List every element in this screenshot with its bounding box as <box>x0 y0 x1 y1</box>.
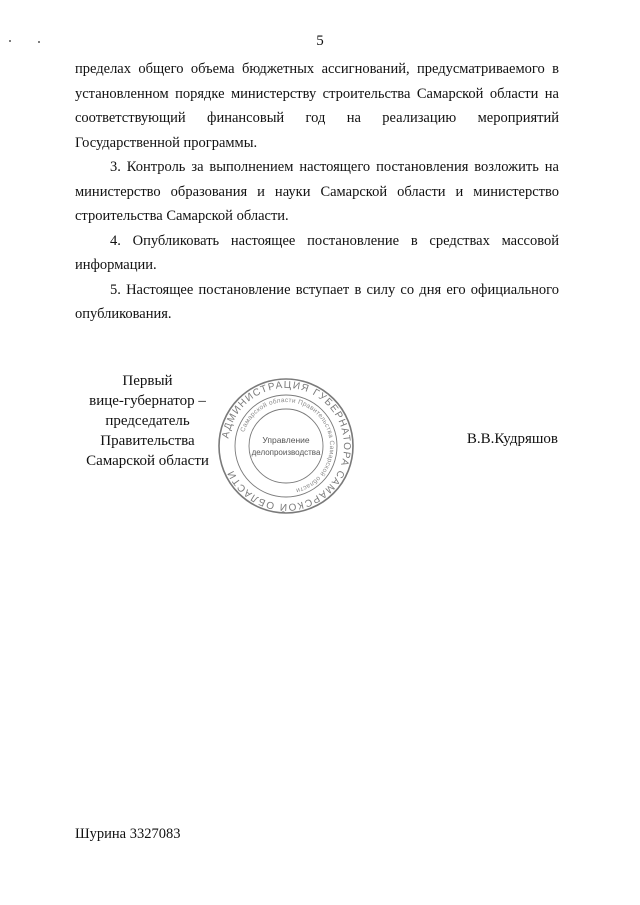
svg-text:Самарской области Правительств <box>239 397 335 494</box>
seal-outer-text: АДМИНИСТРАЦИЯ ГУБЕРНАТОРА САМАРСКОЙ ОБЛАСТИ <box>220 379 353 513</box>
scan-speck <box>38 41 40 43</box>
executor-note: Шурина 3327083 <box>75 826 181 842</box>
signatory-name: В.В.Кудряшов <box>466 431 558 447</box>
signatory-title-line: Самарской области <box>86 453 209 469</box>
paragraph-item-3: 3. Контроль за выполнением настоящего постановления возложить на министерство образования и науки Самарской области и министерство строительства Самарской области. <box>75 159 559 224</box>
seal-center-line1: Управление <box>262 435 310 445</box>
scan-speck <box>9 40 11 42</box>
seal-inner-text: Самарской области Правительства Самарской области <box>239 396 336 494</box>
signatory-title-line: вице-губернатор – <box>89 393 206 409</box>
document-body <box>75 57 559 327</box>
paragraph-budget-continuation: пределах общего объема бюджетных ассигнований, предусматриваемого в установленном порядке министерству строительства Самарской области на соответствующий финансовый год на реализацию мероприятий Государственной программы. <box>75 61 559 151</box>
signatory-title-line: председатель Правительства <box>100 413 195 449</box>
paragraph-item-4: 4. Опубликовать настоящее постановление в средствах массовой информации. <box>75 232 559 273</box>
signatory-title-line: Первый <box>122 373 173 389</box>
paragraph-item-5: 5. Настоящее постановление вступает в силу со дня его официального опубликования. <box>75 281 559 322</box>
page-number: 5 <box>316 33 324 49</box>
official-seal-stamp <box>217 377 355 515</box>
signatory-title <box>60 371 235 471</box>
seal-center-line2: делопроизводства <box>251 448 321 457</box>
